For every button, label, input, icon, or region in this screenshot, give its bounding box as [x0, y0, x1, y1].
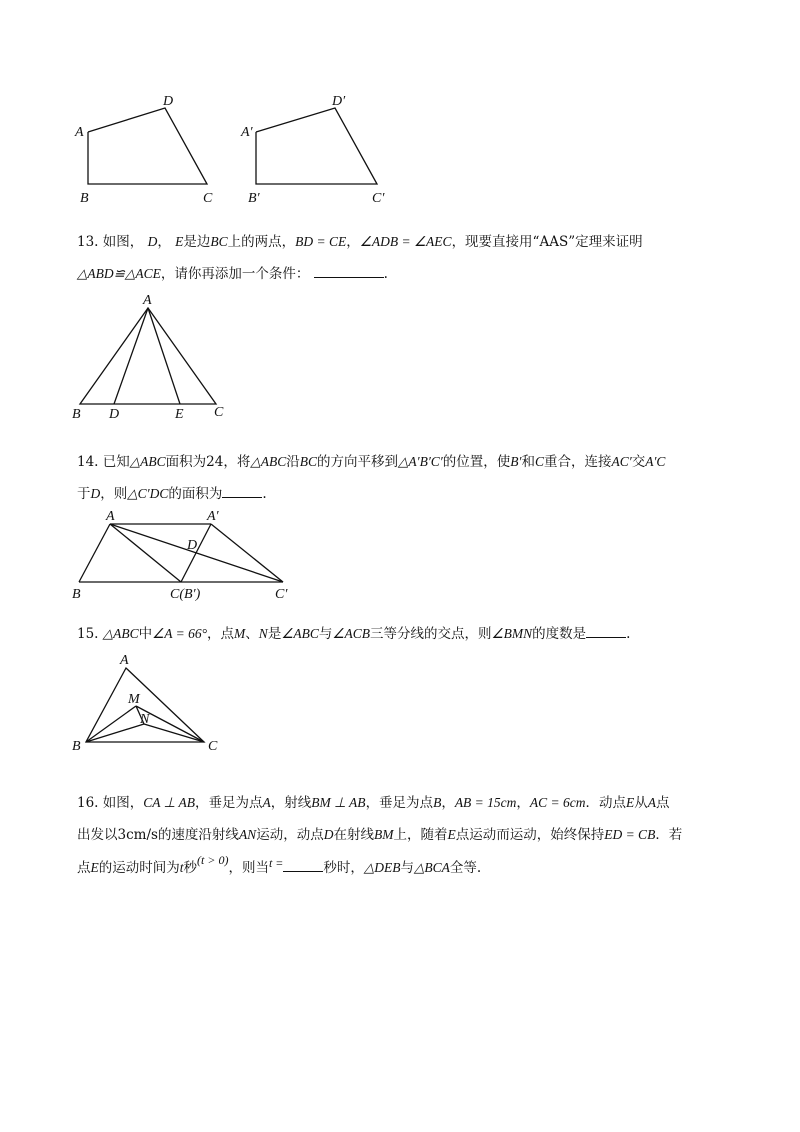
quad-a2b2c2d2 — [256, 108, 377, 184]
label-D-prime: D′ — [332, 94, 346, 109]
segment-ae — [148, 308, 180, 404]
segment-ad — [114, 308, 148, 404]
label-A-prime: A′ — [207, 509, 219, 524]
question-16-line-2: 出发以3cm/s的速度沿射线AN运动，动点D在射线BM上，随着E点运动而运动，始终保持ED = CB．若 — [77, 827, 683, 843]
label-E: E — [175, 407, 184, 422]
triangle-abc — [80, 308, 216, 404]
label-D: D — [163, 94, 174, 109]
label-C-prime: C′ — [275, 587, 288, 602]
label-B: B — [80, 191, 89, 206]
question-14-line-1: 14. 已知△ABC面积为24，将△ABC沿BC的方向平移到△A′B′C′的位置，使B′和C重合，连接AC′交A′C — [77, 454, 666, 470]
trisector-bm — [86, 706, 136, 742]
label-B: B — [72, 739, 81, 754]
label-A: A — [75, 125, 84, 140]
label-D: D — [187, 538, 198, 553]
figure-15-triangle-trisectors — [66, 648, 236, 758]
label-B: B — [72, 407, 81, 422]
figure-13-triangle — [66, 290, 236, 425]
segment-a2c — [181, 524, 211, 582]
question-number: 14. — [77, 454, 99, 470]
triangle-abc — [86, 668, 204, 742]
question-13-line-1: 13. 如图， D， E是边BC上的两点，BD = CE，∠ADB = ∠AEC，现要直接用“AAS”定理来证明 — [77, 234, 643, 250]
question-14-line-2: 于D，则△C′DC的面积为 . — [77, 483, 267, 504]
label-C: C — [214, 405, 224, 420]
question-number: 15. — [77, 626, 99, 642]
label-D: D — [109, 407, 120, 422]
label-B: B — [72, 587, 81, 602]
label-C-prime: C′ — [372, 191, 385, 206]
label-C-B-prime: C(B′) — [170, 587, 201, 602]
question-13-line-2: △ABD≌△ACE，请你再添加一个条件： . — [77, 263, 388, 284]
segment-ab — [79, 524, 110, 582]
label-M: M — [128, 692, 140, 707]
label-A-prime: A′ — [241, 125, 253, 140]
label-C: C — [208, 739, 218, 754]
figure-12-quadrilaterals — [60, 88, 420, 213]
quad-abcd — [88, 108, 207, 184]
label-C: C — [203, 191, 213, 206]
label-N: N — [140, 712, 150, 727]
figure-14-translation — [66, 504, 316, 604]
label-B-prime: B′ — [248, 191, 260, 206]
question-16-line-1: 16. 如图，CA ⊥ AB，垂足为点A，射线BM ⊥ AB，垂足为点B，AB = 15cm，AC = 6cm．动点E从A点 — [77, 795, 670, 811]
segment-ac — [110, 524, 181, 582]
label-A: A — [143, 293, 152, 308]
segment-a2c2 — [211, 524, 283, 582]
answer-blank-16[interactable] — [283, 857, 323, 872]
label-A: A — [106, 509, 115, 524]
label-A: A — [120, 653, 129, 668]
question-15-line-1: 15. △ABC中∠A = 66°，点M、N是∠ABC与∠ACB三等分线的交点，则∠BMN的度数是 . — [77, 623, 630, 644]
question-number: 13. — [77, 234, 99, 250]
question-16-line-3: 点E的运动时间为t秒(t > 0)，则当t = 秒时，△DEB与△BCA全等. — [77, 853, 482, 876]
answer-blank-15[interactable] — [586, 623, 626, 638]
answer-blank-14[interactable] — [222, 483, 262, 498]
question-number: 16. — [77, 795, 99, 811]
answer-blank-13[interactable] — [314, 263, 384, 278]
